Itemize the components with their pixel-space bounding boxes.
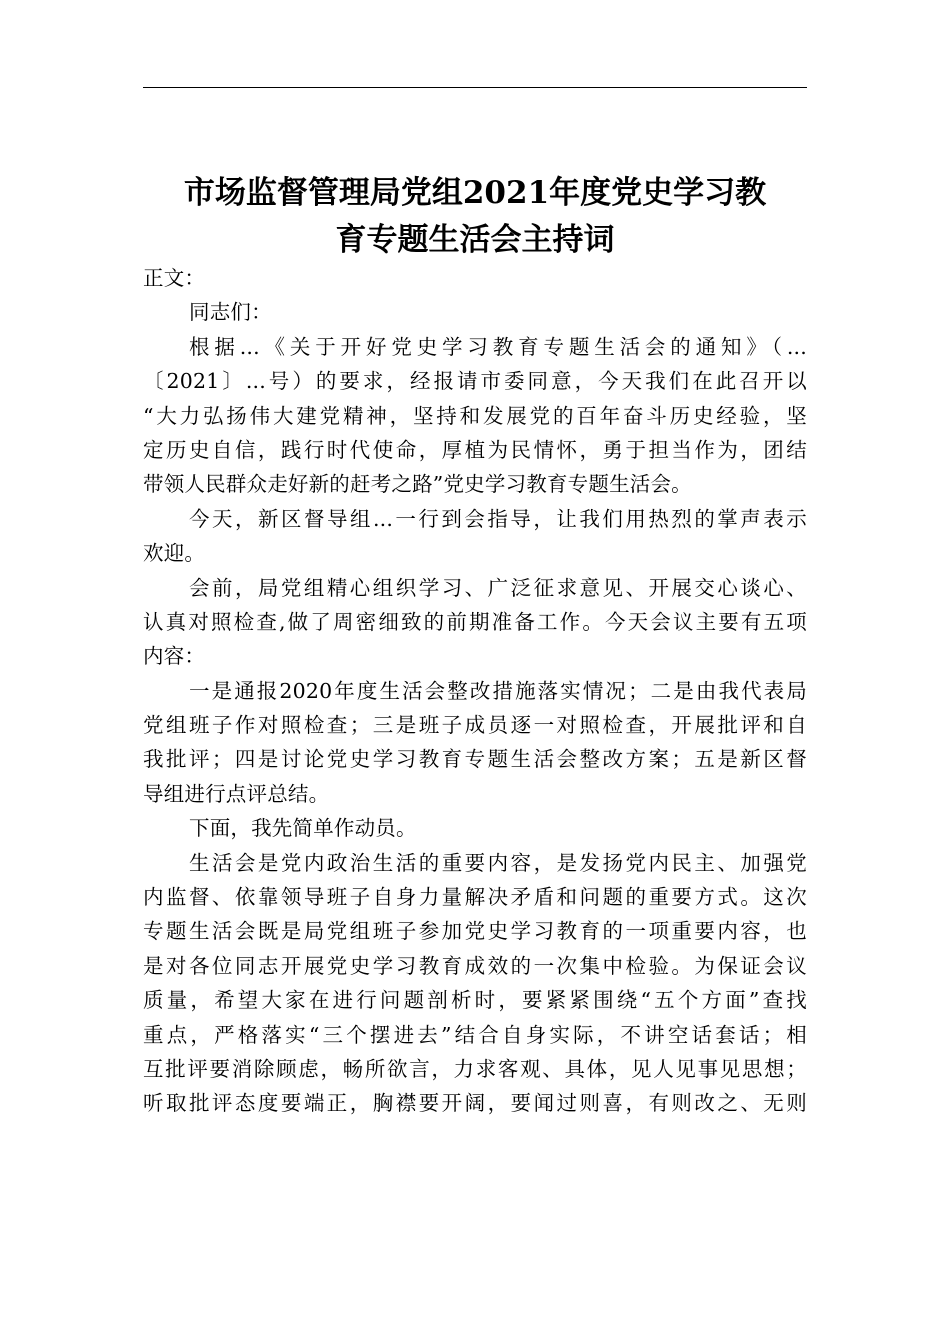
body-line: 同志们： [189, 300, 272, 325]
body-line: 质量，希望大家在进行问题剖析时，要紧紧围绕“五个方面”查找 [143, 988, 807, 1013]
body-line: 听取批评态度要端正，胸襟要开阔，要闻过则喜，有则改之、无则 [143, 1091, 807, 1116]
body-line: 会前，局党组精心组织学习、广泛征求意见、开展交心谈心、 [189, 575, 807, 600]
body-line: 内监督、依靠领导班子自身力量解决矛盾和问题的重要方式。这次 [143, 885, 807, 910]
document-title [143, 170, 807, 264]
body-line: 互批评要消除顾虑，畅所欲言，力求客观、具体，见人见事见思想； [143, 1056, 807, 1081]
body-line: 认真对照检查,做了周密细致的前期准备工作。今天会议主要有五项 [143, 609, 807, 634]
body-line: 专题生活会既是局党组班子参加党史学习教育的一项重要内容，也 [143, 919, 807, 944]
body-line: 我批评；四是讨论党史学习教育专题生活会整改方案；五是新区督 [143, 747, 807, 772]
body-line: 下面，我先简单作动员。 [189, 816, 417, 841]
title-line-2: 育专题生活会主持词 [335, 222, 615, 258]
title-line-1: 市场监督管理局党组2021年度党史学习教 [183, 175, 767, 211]
body-line: 欢迎。 [143, 541, 206, 566]
body-line: 是对各位同志开展党史学习教育成效的一次集中检验。为保证会议 [143, 953, 807, 978]
body-line: 党组班子作对照检查；三是班子成员逐一对照检查，开展批评和自 [143, 713, 807, 738]
header-rule [143, 87, 807, 88]
body-line: 定历史自信，践行时代使命，厚植为民情怀，勇于担当作为，团结 [143, 437, 807, 462]
body-line: 导组进行点评总结。 [143, 781, 330, 806]
body-line: 生活会是党内政治生活的重要内容，是发扬党内民主、加强党 [189, 850, 807, 875]
body-line: 一是通报2020年度生活会整改措施落实情况；二是由我代表局 [189, 678, 807, 703]
body-line: “大力弘扬伟大建党精神，坚持和发展党的百年奋斗历史经验，坚 [143, 403, 807, 428]
body-line: 今天，新区督导组...一行到会指导，让我们用热烈的掌声表示 [189, 506, 807, 531]
body-line: 〔2021〕...号）的要求，经报请市委同意，今天我们在此召开以 [143, 369, 807, 394]
body-line: 重点，严格落实“三个摆进去”结合自身实际，不讲空话套话；相 [143, 1022, 807, 1047]
body-line: 根据...《关于开好党史学习教育专题生活会的通知》（... [189, 334, 807, 359]
body-line: 内容： [143, 644, 206, 669]
document-body [143, 261, 807, 1121]
body-line: 正文： [143, 266, 206, 290]
body-line: 带领人民群众走好新的赶考之路”党史学习教育专题生活会。 [143, 472, 692, 497]
